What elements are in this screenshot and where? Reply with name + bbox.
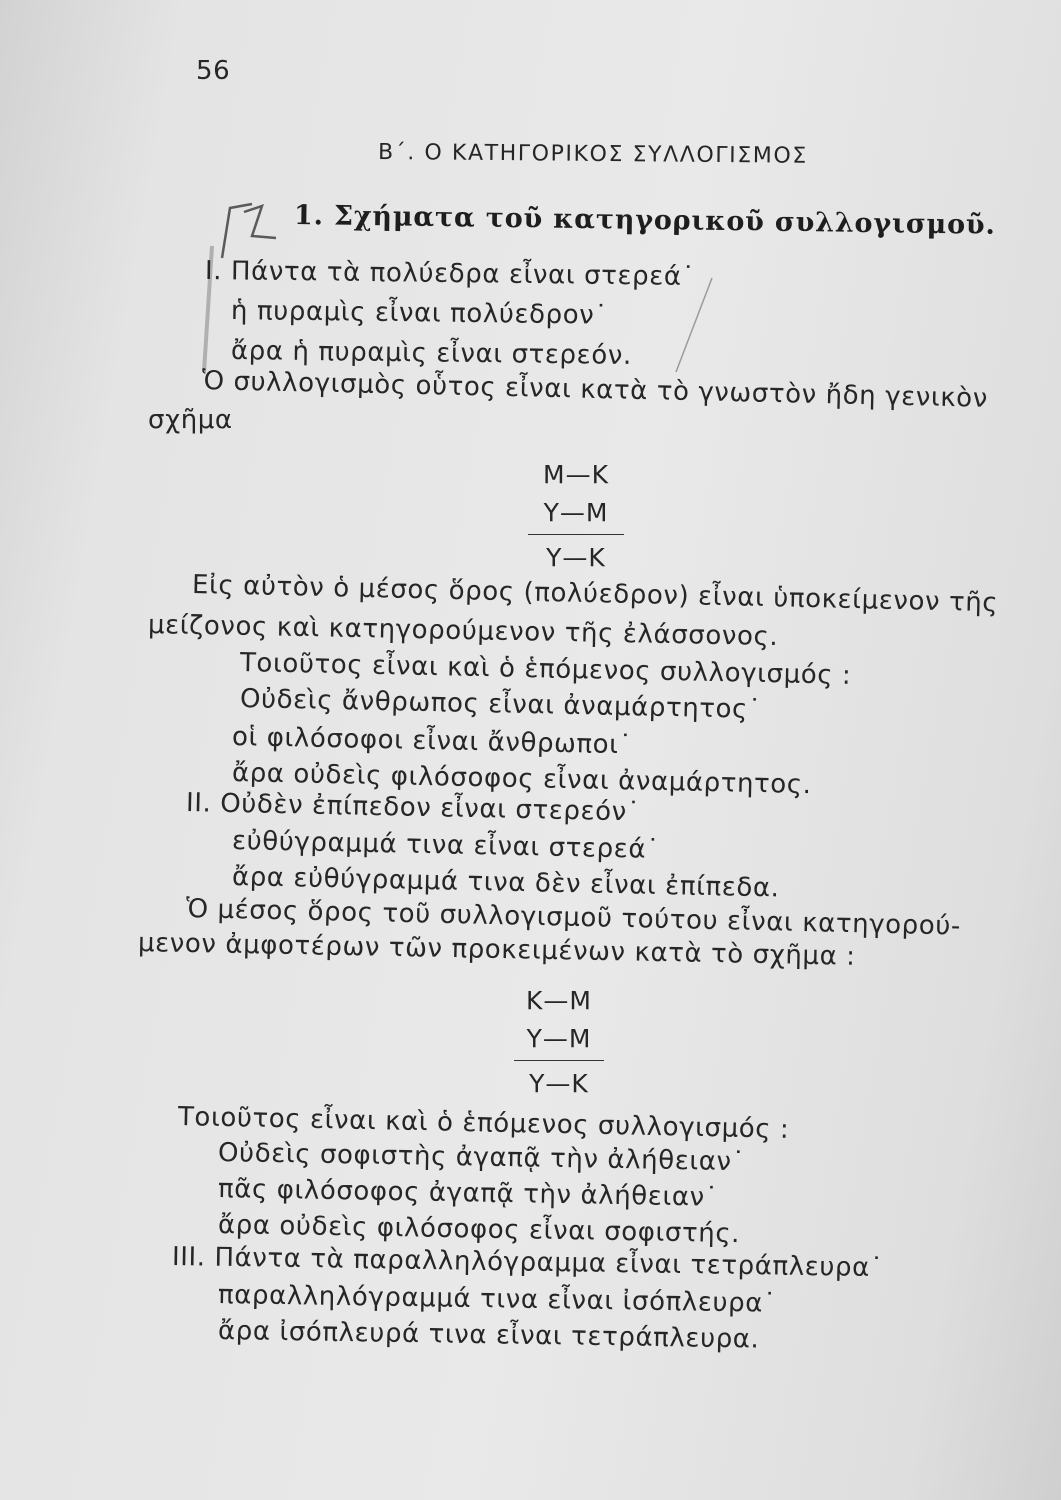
figure-two-conclusion: ἄρα εὐθύγραμμά τινα δὲν εἶναι ἐπίπεδα. xyxy=(231,862,780,904)
figure-three-conclusion: ἄρα ἰσόπλευρά τινα εἶναι τετράπλευρα. xyxy=(217,1316,760,1355)
figure-three-premise-1: ΙΙΙ. Πάντα τὰ παραλληλόγραμμα εἶναι τετράπλευρα˙ xyxy=(171,1242,884,1284)
figure-three-premise-2: παραλληλόγραμμά τινα εἶναι ἰσόπλευρα˙ xyxy=(217,1280,777,1319)
figure-one-conclusion: ἄρα ἡ πυραμὶς εἶναι στερεόν. xyxy=(230,336,632,371)
figure-one-example-1: Οὐδεὶς ἄνθρωπος εἶναι ἀναμάρτητος˙ xyxy=(239,684,762,725)
part-title: Β΄. Ο ΚΑΤΗΓΟΡΙΚΟΣ ΣΥΛΛΟΓΙΣΜΟΣ xyxy=(377,140,808,169)
figure-one-premise-1: Ι. Πάντα τὰ πολύεδρα εἶναι στερεά˙ xyxy=(204,256,696,292)
figure-two-example-intro: Τοιοῦτος εἶναι καὶ ὁ ἑπόμενος συλλογισμός : xyxy=(177,1102,790,1145)
figure-one-explanation-1: Εἰς αὐτὸν ὁ μέσος ὅρος (πολύεδρον) εἶναι ὑποκείμενον τῆς xyxy=(191,570,999,619)
section-title: 1. Σχήματα τοῦ κατηγορικοῦ συλλογισμοῦ. xyxy=(293,200,996,241)
figure-two-premise-2: εὐθύγραμμά τινα εἶναι στερεά˙ xyxy=(231,826,661,865)
figure-one-example-2: οἱ φιλόσοφοι εἶναι ἄνθρωποι˙ xyxy=(231,722,633,761)
page-number: 56 xyxy=(196,56,231,86)
figure-one-explanation-2: μείζονος καὶ κατηγορούμενον τῆς ἐλάσσονος. xyxy=(147,610,779,653)
figure-two-premise-1: ΙΙ. Οὐδὲν ἐπίπεδον εἶναι στερεόν˙ xyxy=(185,788,641,828)
figure-two-example-1: Οὐδεὶς σοφιστὴς ἀγαπᾷ τὴν ἀλήθειαν˙ xyxy=(217,1138,746,1178)
figure-two-example-2: πᾶς φιλόσοφος ἀγαπᾷ τὴν ἀλήθειαν˙ xyxy=(217,1174,719,1213)
schema-minor-premise: Υ—Μ xyxy=(543,498,609,527)
figure-two-remark-1: Ὁ μέσος ὅρος τοῦ συλλογισμοῦ τούτου εἶναι κατηγορού- xyxy=(185,894,962,942)
figure-two-example-3: ἄρα οὐδεὶς φιλόσοφος εἶναι σοφιστής. xyxy=(217,1210,741,1250)
schema-conclusion: Υ—Κ xyxy=(529,1069,589,1098)
schema-major-premise: Μ—Κ xyxy=(543,460,609,489)
figure-one-premise-2: ἡ πυραμὶς εἶναι πολύεδρον˙ xyxy=(230,296,609,331)
schema-minor-premise: Υ—Μ xyxy=(526,1024,592,1053)
figure-one-example-3: ἄρα οὐδεὶς φιλόσοφος εἶναι ἀναμάρτητος. xyxy=(231,758,812,801)
schema-divider xyxy=(514,1060,604,1061)
figure-one-remark-2: σχῆμα xyxy=(148,405,233,435)
figure-two-remark-2: μενον ἀμφοτέρων τῶν προκειμένων κατὰ τὸ σχῆμα : xyxy=(137,928,856,972)
schema-major-premise: Κ—Μ xyxy=(526,986,592,1015)
figure-one-remark-1: Ὁ συλλογισμὸς οὗτος εἶναι κατὰ τὸ γνωστὸν ἤδη γενικὸν xyxy=(201,366,989,414)
figure-one-schema xyxy=(528,456,624,577)
schema-divider xyxy=(528,534,624,535)
figure-one-example-intro: Τοιοῦτος εἶναι καὶ ὁ ἑπόμενος συλλογισμός : xyxy=(239,648,852,691)
schema-conclusion: Υ—Κ xyxy=(546,543,606,572)
figure-two-schema xyxy=(514,982,604,1103)
